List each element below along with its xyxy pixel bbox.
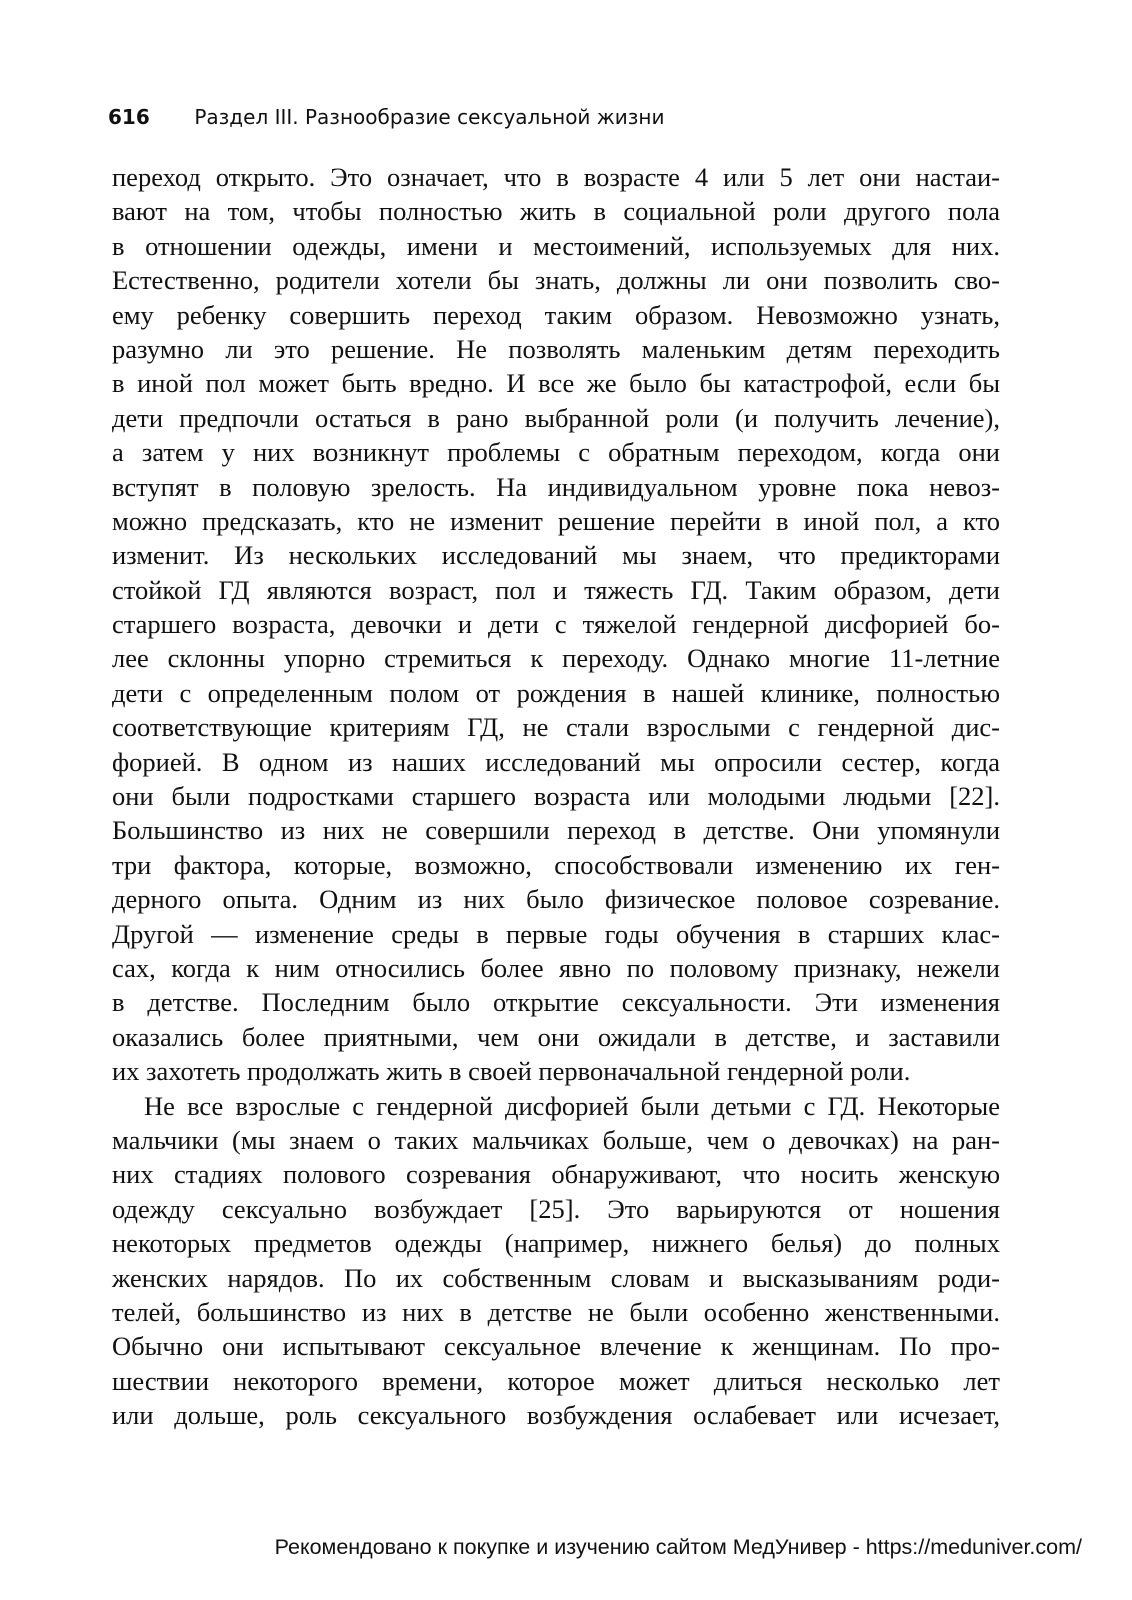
text-line: женских нарядов. По их собственным словам и высказываниям роди- xyxy=(112,1262,1000,1293)
text-line: переход открыто. Это означает, что в возрасте 4 или 5 лет они настаи- xyxy=(112,162,1000,192)
text-line: Естественно, родители хотели бы знать, должны ли они позволить сво- xyxy=(112,265,1000,296)
text-line: некоторых предметов одежды (например, нижнего белья) до полных xyxy=(112,1228,1000,1259)
page-header xyxy=(108,100,1008,134)
text-line: а затем у них возникнут проблемы с обратным переходом, когда они xyxy=(112,437,1000,468)
text-line: Другой — изменение среды в первые годы обучения в старших клас- xyxy=(112,918,1000,949)
paragraph xyxy=(112,160,1000,1089)
text-line: три фактора, которые, возможно, способствовали изменению их ген- xyxy=(112,849,1000,880)
text-line: их захотеть продолжать жить в своей первоначальной гендерной роли. xyxy=(112,1056,911,1087)
text-line: телей, большинство из них в детстве не были особенно женственными. xyxy=(112,1296,1000,1327)
text-line: лее склонны упорно стремиться к переходу. Однако многие 11-летние xyxy=(112,643,1000,674)
text-line: изменит. Из нескольких исследований мы знаем, что предикторами xyxy=(112,540,1000,571)
text-line: они были подростками старшего возраста или молодыми людьми [22]. xyxy=(112,781,1000,812)
text-line: одежду сексуально возбуждает [25]. Это варьируются от ношения xyxy=(112,1193,1000,1224)
text-line: дети с определенным полом от рождения в нашей клинике, полностью xyxy=(112,677,1000,708)
text-line: дети предпочли остаться в рано выбранной роли (и получить лечение), xyxy=(112,402,1000,433)
text-line: Большинство из них не совершили переход в детстве. Они упомянули xyxy=(112,815,1000,846)
text-line: соответствующие критериям ГД, не стали взрослыми с гендерной дис- xyxy=(112,712,1000,743)
text-line: шествии некоторого времени, которое может длиться несколько лет xyxy=(112,1365,1000,1396)
body-text xyxy=(112,160,1000,1432)
text-line: дерного опыта. Одним из них было физическое половое созревание. xyxy=(112,884,1000,915)
text-line: оказались более приятными, чем они ожидали в детстве, и заставили xyxy=(112,1021,1000,1052)
text-line: вступят в половую зрелость. На индивидуальном уровне пока невоз- xyxy=(112,471,1000,502)
text-line: в детстве. Последним было открытие сексуальности. Эти изменения xyxy=(112,987,1000,1018)
text-line: в иной пол может быть вредно. И все же было бы катастрофой, если бы xyxy=(112,368,1000,399)
text-line: вают на том, чтобы полностью жить в социальной роли другого пола xyxy=(112,196,1000,227)
footer-note: Рекомендовано к покупке и изучению сайтом МедУнивер - https://meduniver.com/ xyxy=(274,1535,1082,1559)
text-line: ему ребенку совершить переход таким образом. Невозможно узнать, xyxy=(112,299,1000,330)
text-line: Не все взрослые с гендерной дисфорией были детьми с ГД. Некоторые xyxy=(144,1090,1000,1121)
running-title: Раздел III. Разнообразие сексуальной жизни xyxy=(194,105,665,129)
text-line: мальчики (мы знаем о таких мальчиках больше, чем о девочках) на ран- xyxy=(112,1124,1000,1155)
text-line: Обычно они испытывают сексуальное влечение к женщинам. По про- xyxy=(112,1331,1000,1362)
text-line: можно предсказать, кто не изменит решение перейти в иной пол, а кто xyxy=(112,505,1000,536)
text-line: сах, когда к ним относились более явно по половому признаку, нежели xyxy=(112,952,1000,983)
text-line: стойкой ГД являются возраст, пол и тяжесть ГД. Таким образом, дети xyxy=(112,574,1000,605)
paragraph xyxy=(112,1089,1000,1433)
text-line: в отношении одежды, имени и местоимений, используемых для них. xyxy=(112,230,1000,261)
text-line: форией. В одном из наших исследований мы опросили сестер, когда xyxy=(112,746,1000,777)
text-line: разумно ли это решение. Не позволять маленьким детям переходить xyxy=(112,333,1000,364)
text-line: или дольше, роль сексуального возбуждения ослабевает или исчезает, xyxy=(112,1400,1000,1431)
page-number: 616 xyxy=(108,105,150,129)
text-line: них стадиях полового созревания обнаруживают, что носить женскую xyxy=(112,1159,1000,1190)
text-line: старшего возраста, девочки и дети с тяжелой гендерной дисфорией бо- xyxy=(112,609,1000,640)
